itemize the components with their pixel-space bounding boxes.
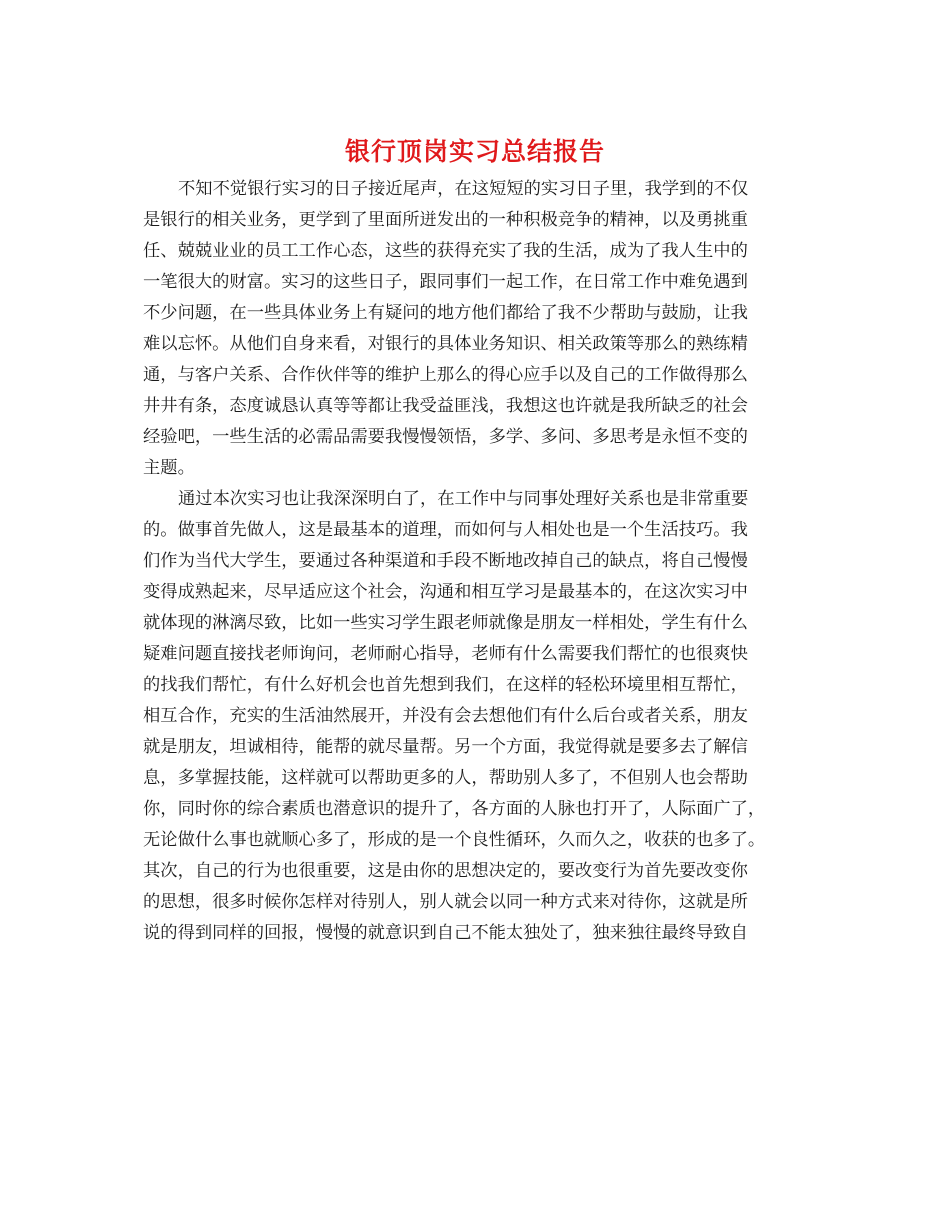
body-line: 不知不觉银行实习的日子接近尾声，在这短短的实习日子里，我学到的不仅 <box>178 179 749 199</box>
body-line: 就体现的淋漓尽致，比如一些实习学生跟老师就像是朋友一样相处，学生有什么 <box>143 613 748 633</box>
body-line: 的找我们帮忙，有什么好机会也首先想到我们，在这样的轻松环境里相互帮忙， <box>143 675 748 695</box>
body-line: 是银行的相关业务，更学到了里面所迸发出的一种积极竞争的精神，以及勇挑重 <box>143 210 748 230</box>
body-line: 疑难问题直接找老师询问，老师耐心指导，老师有什么需要我们帮忙的也很爽快 <box>143 644 748 664</box>
body-line: 通过本次实习也让我深深明白了，在工作中与同事处理好关系也是非常重要 <box>178 489 749 509</box>
body-line: 任、兢兢业业的员工工作心态，这些的获得充实了我的生活，成为了我人生中的 <box>143 241 748 261</box>
body-line: 相互合作，充实的生活油然展开，并没有会去想他们有什么后台或者关系，朋友 <box>143 706 748 726</box>
body-line: 井井有条，态度诚恳认真等等都让我受益匪浅，我想这也许就是我所缺乏的社会 <box>143 396 748 416</box>
body-line: 息，多掌握技能，这样就可以帮助更多的人，帮助别人多了，不但别人也会帮助 <box>143 768 748 788</box>
body-line: 的思想，很多时候你怎样对待别人，别人就会以同一种方式来对待你，这就是所 <box>143 892 748 912</box>
body-line: 主题。 <box>143 458 195 478</box>
body-line: 经验吧，一些生活的必需品需要我慢慢领悟，多学、多问、多思考是永恒不变的 <box>143 427 748 447</box>
body-line: 就是朋友，坦诚相待，能帮的就尽量帮。另一个方面，我觉得就是要多去了解信 <box>143 737 748 757</box>
body-line: 难以忘怀。从他们自身来看，对银行的具体业务知识、相关政策等那么的熟练精 <box>143 334 748 354</box>
body-line: 其次，自己的行为也很重要，这是由你的思想决定的，要改变行为首先要改变你 <box>143 861 748 881</box>
body-line: 通，与客户关系、合作伙伴等的维护上那么的得心应手以及自己的工作做得那么 <box>143 365 748 385</box>
body-line: 变得成熟起来，尽早适应这个社会，沟通和相互学习是最基本的，在这次实习中 <box>143 582 748 602</box>
body-line: 们作为当代大学生，要通过各种渠道和手段不断地改掉自己的缺点，将自己慢慢 <box>143 551 748 571</box>
body-line: 说的得到同样的回报，慢慢的就意识到自己不能太独处了，独来独往最终导致自 <box>143 923 748 943</box>
document-body <box>143 174 807 949</box>
body-line: 的。做事首先做人，这是最基本的道理，而如何与人相处也是一个生活技巧。我 <box>143 520 748 540</box>
body-line: 不少问题，在一些具体业务上有疑问的地方他们都给了我不少帮助与鼓励，让我 <box>143 303 748 323</box>
body-line: 你，同时你的综合素质也潜意识的提升了，各方面的人脉也打开了，人际面广了， <box>143 799 766 819</box>
body-line: 一笔很大的财富。实习的这些日子，跟同事们一起工作，在日常工作中难免遇到 <box>143 272 748 292</box>
body-line: 无论做什么事也就顺心多了，形成的是一个良性循环，久而久之，收获的也多了。 <box>143 830 766 850</box>
document-title: 银行顶岗实习总结报告 <box>344 137 605 166</box>
